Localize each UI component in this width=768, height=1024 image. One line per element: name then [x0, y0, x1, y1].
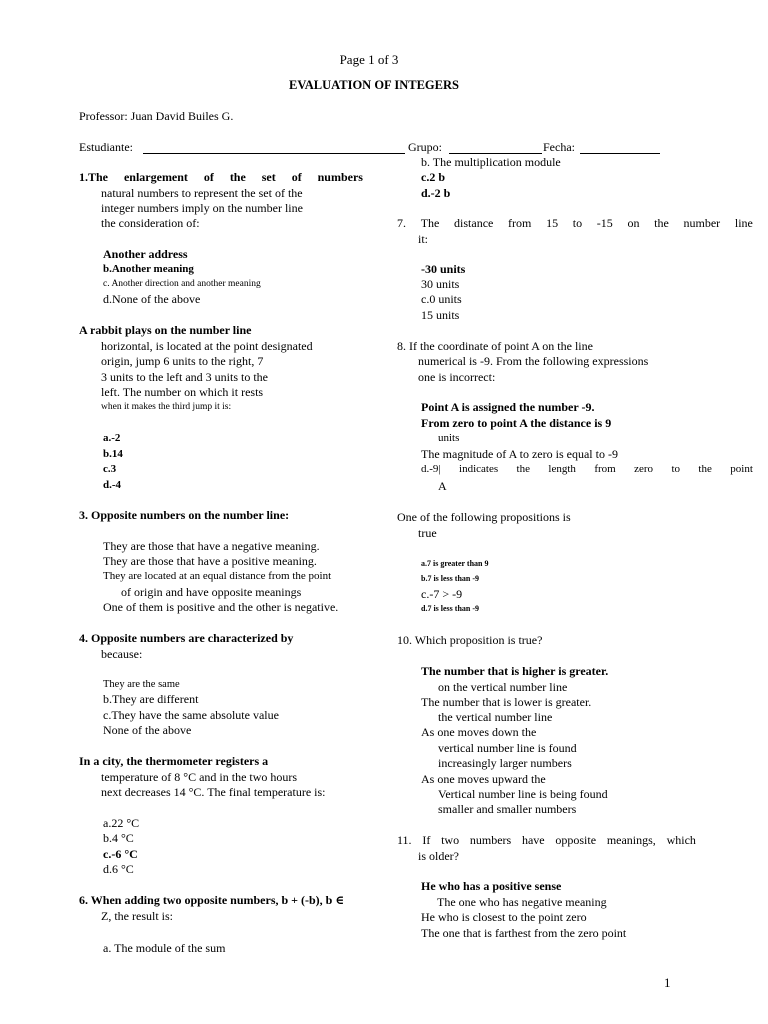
q6-option-b: b. The multiplication module — [421, 155, 561, 169]
q10-option-8: As one moves upward the — [421, 772, 546, 786]
q1-option-d: d.None of the above — [103, 292, 201, 306]
q8-option-b-cont: units — [438, 432, 460, 444]
q11-option-d: The one that is farthest from the zero point — [421, 926, 627, 940]
date-field[interactable] — [580, 153, 660, 154]
q1-stem-4: the consideration of: — [101, 216, 200, 230]
q6-option-a: a. The module of the sum — [103, 941, 226, 955]
q8-stem-3: one is incorrect: — [418, 370, 496, 384]
q8-option-d-cont: A — [438, 479, 447, 493]
q10-stem: 10. Which proposition is true? — [397, 633, 543, 647]
q11-option-a: He who has a positive sense — [421, 879, 562, 893]
q1-stem-3: integer numbers imply on the number line — [101, 201, 303, 215]
group-field[interactable] — [449, 153, 542, 154]
q11-stem-1: 11. If two numbers have opposite meanings, which — [397, 833, 696, 847]
q1-stem-1: 1.The enlargement of the set of numbers — [79, 170, 363, 184]
q11-option-b: The one who has negative meaning — [437, 895, 607, 909]
q10-option-9: Vertical number line is being found — [438, 787, 608, 801]
q10-option-3: The number that is lower is greater. — [421, 695, 592, 709]
q9-option-c: c.-7 > -9 — [421, 587, 463, 601]
q11-stem-2: is older? — [418, 849, 459, 863]
q2-option-d: d.-4 — [103, 479, 122, 491]
q3-option-5: One of them is positive and the other is negative. — [103, 600, 339, 614]
q7-stem-1: 7. The distance from 15 to -15 on the number line — [397, 216, 753, 230]
student-label: Estudiante: — [79, 140, 133, 154]
q6-option-c: c.2 b — [421, 170, 445, 184]
q7-option-a: -30 units — [421, 262, 466, 276]
page-title: EVALUATION OF INTEGERS — [289, 78, 459, 92]
q5-option-b: b.4 °C — [103, 831, 134, 845]
q2-stem-4: 3 units to the left and 3 units to the — [101, 370, 268, 384]
q1-stem-2: natural numbers to represent the set of the — [101, 186, 303, 200]
q3-option-2: They are those that have a positive meaning. — [103, 554, 317, 568]
q9-option-d: d.7 is less than -9 — [421, 604, 480, 613]
q9-option-a: a.7 is greater than 9 — [421, 559, 489, 568]
q3-option-1: They are those that have a negative meaning. — [103, 539, 320, 553]
professor-name: Professor: Juan David Builes G. — [79, 109, 234, 123]
q1-option-c: c. Another direction and another meaning — [103, 279, 261, 289]
q2-stem-2: horizontal, is located at the point designated — [101, 339, 313, 353]
q7-option-b: 30 units — [421, 277, 460, 291]
q8-option-d: d.-9| indicates the length from zero to the point — [421, 463, 753, 475]
q4-option-c: c.They have the same absolute value — [103, 708, 279, 722]
q5-option-c: c.-6 °C — [103, 847, 138, 861]
q10-option-10: smaller and smaller numbers — [438, 802, 577, 816]
q7-option-d: 15 units — [421, 308, 460, 322]
q5-stem-1: In a city, the thermometer registers a — [79, 754, 269, 768]
page-number: 1 — [664, 975, 671, 990]
q1-option-a: Another address — [103, 247, 188, 261]
q2-option-c: c.3 — [103, 463, 117, 475]
q10-option-4: the vertical number line — [438, 710, 553, 724]
q8-option-a: Point A is assigned the number -9. — [421, 400, 595, 414]
q2-option-a: a.-2 — [103, 432, 121, 444]
q8-stem-1: 8. If the coordinate of point A on the line — [397, 339, 593, 353]
q4-option-a: They are the same — [103, 679, 180, 690]
q6-stem-2: Z, the result is: — [101, 909, 173, 923]
q2-stem-1: A rabbit plays on the number line — [79, 323, 252, 337]
q8-option-b: From zero to point A the distance is 9 — [421, 416, 612, 430]
q2-stem-3: origin, jump 6 units to the right, 7 — [101, 354, 264, 368]
q2-stem-5: left. The number on which it rests — [101, 385, 264, 399]
q4-stem-2: because: — [101, 647, 143, 661]
q5-stem-3: next decreases 14 °C. The final temperature is: — [101, 785, 326, 799]
q3-option-3: They are located at an equal distance from the point — [103, 570, 332, 582]
q6-stem-1: 6. When adding two opposite numbers, b + (-b), b ∈ — [79, 893, 345, 907]
q8-stem-2: numerical is -9. From the following expressions — [418, 354, 649, 368]
q2-stem-6: when it makes the third jump it is: — [101, 402, 232, 412]
q4-stem-1: 4. Opposite numbers are characterized by — [79, 631, 294, 645]
q9-option-b: b.7 is less than -9 — [421, 574, 480, 583]
q11-option-c: He who is closest to the point zero — [421, 910, 587, 924]
q7-option-c: c.0 units — [421, 292, 462, 306]
q10-option-5: As one moves down the — [421, 725, 537, 739]
q2-option-b: b.14 — [103, 448, 123, 460]
date-label: Fecha: — [543, 140, 575, 154]
q3-option-4: of origin and have opposite meanings — [121, 585, 302, 599]
group-label: Grupo: — [408, 140, 442, 154]
page-label: Page 1 of 3 — [339, 52, 399, 67]
q10-option-6: vertical number line is found — [438, 741, 577, 755]
q10-option-7: increasingly larger numbers — [438, 756, 572, 770]
q4-option-d: None of the above — [103, 723, 192, 737]
q5-stem-2: temperature of 8 °C and in the two hours — [101, 770, 298, 784]
q7-stem-2: it: — [418, 232, 429, 246]
q10-option-1: The number that is higher is greater. — [421, 664, 609, 678]
q10-option-2: on the vertical number line — [438, 680, 568, 694]
q3-stem: 3. Opposite numbers on the number line: — [79, 508, 290, 522]
student-field[interactable] — [143, 153, 405, 154]
q6-option-d: d.-2 b — [421, 186, 451, 200]
q5-option-d: d.6 °C — [103, 862, 134, 876]
q1-option-b: b.Another meaning — [103, 263, 194, 275]
q9-stem-2: true — [418, 526, 437, 540]
q4-option-b: b.They are different — [103, 692, 199, 706]
q8-option-c: The magnitude of A to zero is equal to -9 — [421, 447, 618, 461]
q9-stem-1: One of the following propositions is — [397, 510, 571, 524]
q5-option-a: a.22 °C — [103, 816, 140, 830]
